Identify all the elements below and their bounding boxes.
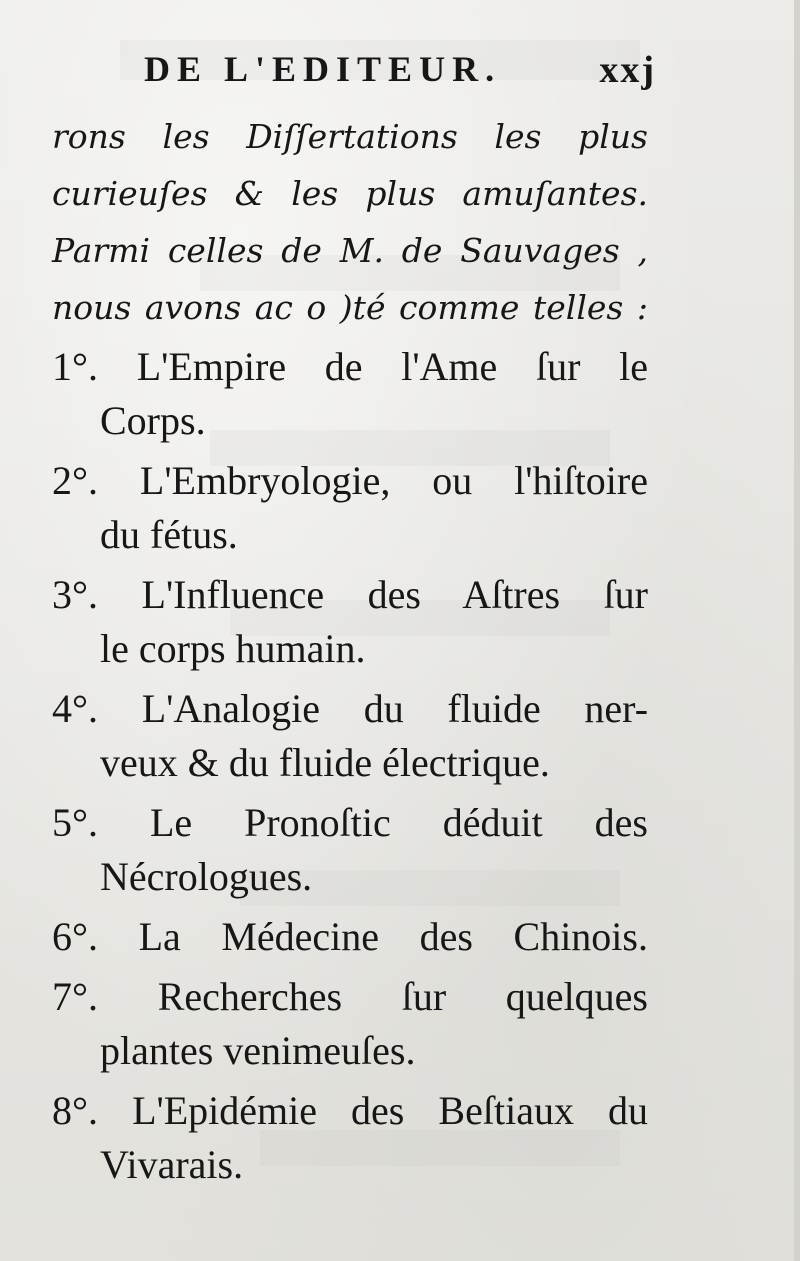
list-item (52, 682, 648, 790)
list-item-continuation: du fétus. (100, 512, 238, 557)
list-item-first-line (52, 454, 648, 508)
dissertation-list (52, 340, 648, 1192)
list-item-continuation: le corps humain. (100, 626, 366, 671)
list-item-number: 2°. (52, 458, 98, 503)
list-item-text: Le Pronoſtic déduit des (149, 800, 648, 845)
intro-line: nous avons ac o )té comme telles : (52, 288, 648, 327)
list-item-number: 1°. (52, 344, 98, 389)
list-item-text: L'Influence des Aſtres ſur (141, 572, 648, 617)
list-item (52, 568, 648, 676)
list-item-first-line (52, 568, 648, 622)
intro-line: curieuſes & les plus amuſantes. (52, 174, 648, 213)
list-item-number: 3°. (52, 572, 98, 617)
list-item-continuation: Nécrologues. (100, 854, 313, 899)
list-item-first-line (52, 970, 648, 1024)
list-item-text: L'Epidémie des Beſtiaux du (132, 1088, 648, 1133)
page-number: xxj (599, 49, 656, 91)
list-item-continuation: veux & du fluide électrique. (100, 740, 550, 785)
list-item-number: 6°. (52, 914, 98, 959)
list-item-text: La Médecine des Chinois. (138, 914, 648, 959)
list-item (52, 970, 648, 1078)
list-item-continuation: Vivarais. (100, 1142, 244, 1187)
list-item-first-line (52, 910, 648, 964)
list-item-first-line (52, 1084, 648, 1138)
list-item (52, 340, 648, 448)
list-item-text: L'Analogie du fluide ner- (141, 686, 649, 731)
list-item (52, 910, 648, 964)
list-item-text: Recherches ſur quelques (157, 974, 648, 1019)
list-item (52, 796, 648, 904)
list-item-continuation: Corps. (100, 398, 206, 443)
list-item-first-line (52, 796, 648, 850)
list-item (52, 1084, 648, 1192)
list-item-number: 5°. (52, 800, 98, 845)
page-header (144, 48, 656, 96)
list-item (52, 454, 648, 562)
list-item-number: 7°. (52, 974, 98, 1019)
running-head: DE L'EDITEUR. (144, 49, 502, 89)
intro-paragraph (52, 108, 648, 336)
list-item-number: 8°. (52, 1088, 98, 1133)
list-item-continuation: plantes venimeuſes. (100, 1028, 416, 1073)
intro-line: rons les Diſſertations les plus (52, 117, 648, 156)
list-item-text: L'Empire de l'Ame ſur le (136, 344, 648, 389)
list-item-first-line (52, 682, 648, 736)
intro-line: Parmi celles de M. de Sauvages , (52, 231, 648, 270)
list-item-first-line (52, 340, 648, 394)
list-item-text: L'Embryologie, ou l'hiſtoire (139, 458, 648, 503)
list-item-number: 4°. (52, 686, 98, 731)
